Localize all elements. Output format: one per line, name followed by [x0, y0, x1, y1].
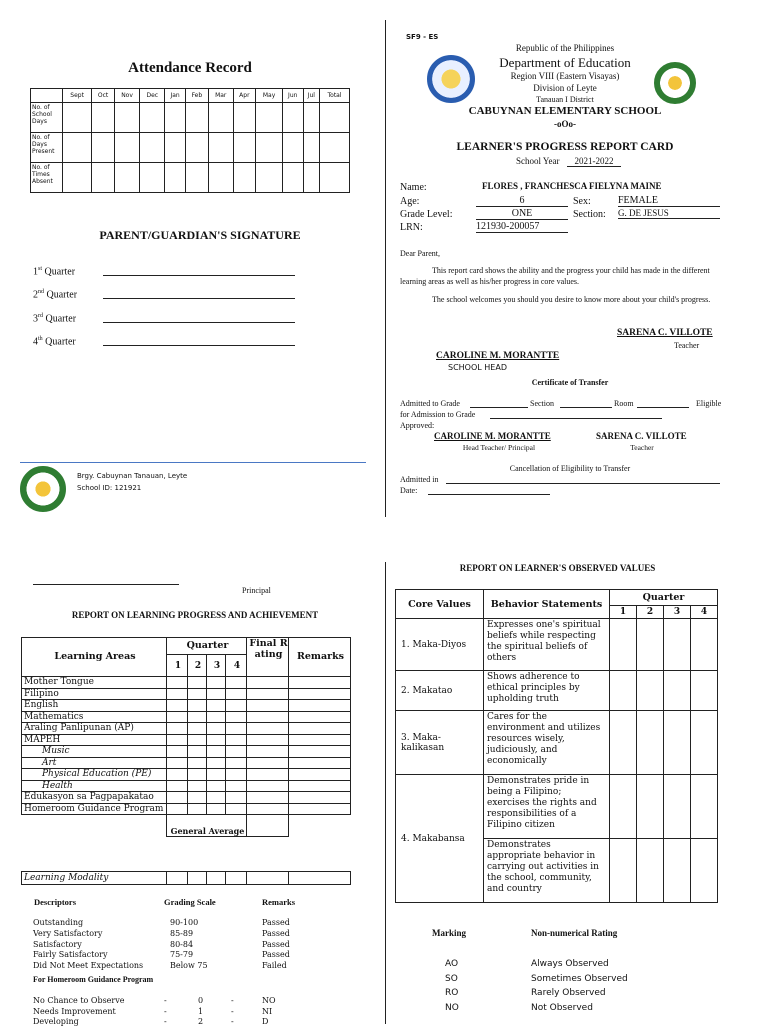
school-id: School ID: 121921 — [77, 484, 142, 492]
grade-cell — [289, 677, 351, 689]
grade-cell — [247, 780, 289, 792]
values-header-row — [396, 590, 718, 606]
school-head-name: CAROLINE M. MORANTTE — [436, 351, 560, 361]
grade-cell — [289, 746, 351, 758]
school-year-label: School Year — [516, 156, 560, 166]
marking-code: NO — [445, 1002, 459, 1013]
homeroom-row — [33, 996, 333, 1007]
grade-cell — [226, 769, 247, 781]
quarter-4-label: 4th Quarter — [33, 336, 76, 348]
homeroom-code: NO — [262, 996, 276, 1005]
sex-value: FEMALE — [618, 195, 720, 207]
age-value: 6 — [476, 195, 568, 207]
learning-area-row — [22, 711, 351, 723]
dear-parent: Dear Parent, — [400, 249, 440, 258]
grade-cell — [188, 734, 207, 746]
grade-cell — [188, 700, 207, 712]
learning-progress-title: REPORT ON LEARNING PROGRESS AND ACHIEVEMENT — [71, 610, 319, 620]
grade-cell — [207, 757, 226, 769]
behavior-header: Behavior Statements — [484, 590, 610, 619]
school-name: CABUYNAN ELEMENTARY SCHOOL — [468, 105, 662, 117]
values-quarter-num: 4 — [691, 606, 718, 619]
month-cell: Total — [320, 89, 350, 103]
homeroom-code: NI — [262, 1006, 273, 1016]
grade-cell — [226, 700, 247, 712]
division-line: Division of Leyte — [533, 83, 597, 93]
signature-title: PARENT/GUARDIAN'S SIGNATURE — [99, 228, 301, 242]
grade-cell — [207, 734, 226, 746]
grade-cell — [167, 780, 188, 792]
grading-descriptor: Did Not Meet Expectations — [33, 961, 144, 971]
section-label: Section: — [573, 209, 606, 220]
grade-cell — [167, 677, 188, 689]
grade-cell — [167, 792, 188, 804]
month-cell: Jun — [282, 89, 303, 103]
section-value: G. DE JESUS — [618, 208, 720, 219]
remarks-header: Remarks — [289, 638, 351, 677]
grade-cell — [167, 700, 188, 712]
behavior-statement: Demonstrates appropriate behavior in carrying out activities in the school, community, and country — [484, 839, 610, 903]
homeroom-number: 0 — [198, 996, 204, 1005]
grading-scale: 80-84 — [170, 939, 194, 949]
learning-areas-table — [21, 637, 351, 837]
quarter-2-label: 2nd Quarter — [33, 289, 78, 301]
learning-area-name: Edukasyon sa Pagpapakatao — [22, 792, 167, 804]
grading-row — [33, 918, 333, 929]
marking-row — [445, 987, 685, 1000]
core-values-header: Core Values — [396, 590, 484, 619]
marking-rating: Rarely Observed — [531, 988, 606, 998]
grade-cell — [207, 711, 226, 723]
grade-cell — [247, 711, 289, 723]
learning-areas-header: Learning Areas — [22, 638, 167, 677]
behavior-statement: Cares for the environment and utilizes resources wisely, judiciously, and economically — [484, 711, 610, 775]
republic-line: Republic of the Philippines — [515, 43, 615, 53]
homeroom-title: For Homeroom Guidance Program — [33, 975, 154, 984]
grade-cell — [207, 723, 226, 735]
grade-cell — [207, 677, 226, 689]
quarter-num: 2 — [188, 655, 207, 677]
attendance-row — [31, 163, 350, 193]
attendance-row — [31, 133, 350, 163]
homeroom-descriptor: Needs Improvement — [33, 1006, 116, 1016]
divider-mark: -oOo- — [554, 119, 576, 129]
marking-rating: Sometimes Observed — [531, 973, 628, 984]
learning-area-rows — [22, 677, 351, 815]
teacher-name: SARENA C. VILLOTE — [617, 328, 713, 338]
grade-cell — [226, 746, 247, 758]
learning-header-row — [22, 638, 351, 655]
grade-cell — [188, 711, 207, 723]
grade-cell — [167, 711, 188, 723]
school-seal-icon — [654, 62, 696, 104]
approver-2-name: SARENA C. VILLOTE — [596, 431, 687, 441]
grading-remarks-header: Remarks — [262, 897, 296, 907]
learning-area-name: Mathematics — [22, 711, 167, 723]
quarter-4-signature-line — [103, 345, 295, 346]
grade-cell — [207, 688, 226, 700]
homeroom-dash: - — [231, 1006, 234, 1016]
grade-cell — [226, 688, 247, 700]
grade-cell — [247, 746, 289, 758]
learning-area-row — [22, 734, 351, 746]
grading-row — [33, 961, 333, 972]
attendance-header-row — [31, 89, 350, 103]
core-value-label: 3. Maka-kalikasan — [396, 711, 484, 775]
learning-area-row — [22, 757, 351, 769]
core-value-label: 4. Makabansa — [396, 775, 484, 903]
grade-cell — [207, 700, 226, 712]
age-label: Age: — [400, 196, 420, 207]
homeroom-descriptor: Developing — [33, 1017, 79, 1026]
marking-code: AO — [445, 959, 459, 969]
grading-remark: Passed — [262, 950, 290, 960]
rating-header: Non-numerical Rating — [531, 928, 618, 938]
grade-cell — [247, 677, 289, 689]
marking-row — [445, 958, 685, 971]
learning-modality-label: Learning Modality — [22, 872, 167, 885]
value-row — [396, 671, 718, 711]
learning-area-row — [22, 792, 351, 804]
card-title: LEARNER'S PROGRESS REPORT CARD — [456, 141, 674, 153]
grade-cell — [289, 803, 351, 815]
homeroom-dash: - — [164, 1017, 167, 1026]
name-value: FLORES , FRANCHESCA FIELYNA MAINE — [482, 181, 662, 191]
grading-scale: 85-89 — [170, 928, 194, 938]
approved-label: Approved: — [400, 421, 435, 430]
behavior-statement: Expresses one's spiritual beliefs while respecting the spiritual beliefs of others — [484, 619, 610, 671]
district-line: Tanauan I District — [536, 95, 594, 104]
grade-cell — [226, 757, 247, 769]
quarter-num: 4 — [226, 655, 247, 677]
homeroom-dash: - — [164, 996, 167, 1005]
approver-2-title: Teacher — [630, 443, 654, 452]
intro-paragraph-1: This report card shows the ability and the progress your child has made in the different learning areas as well as his/her progress in core values. — [400, 266, 710, 286]
attendance-row-label: No. of Days Present — [31, 133, 63, 163]
grade-cell — [167, 769, 188, 781]
month-cell: Sept — [63, 89, 92, 103]
grade-cell — [188, 688, 207, 700]
section-line — [560, 407, 612, 408]
grade-cell — [207, 769, 226, 781]
grade-cell — [188, 723, 207, 735]
attendance-table — [30, 88, 350, 193]
grade-cell — [247, 734, 289, 746]
quarter-1-label: 1st Quarter — [33, 266, 76, 278]
grading-descriptor: Fairly Satisfactory — [33, 950, 108, 960]
value-row — [396, 711, 718, 775]
grade-cell — [247, 792, 289, 804]
core-value-label: 1. Maka-Diyos — [396, 619, 484, 671]
grading-scale-header: Grading Scale — [164, 897, 216, 907]
center-divider-top — [385, 20, 386, 517]
grade-cell — [226, 723, 247, 735]
quarter-2-signature-line — [103, 298, 295, 299]
grading-descriptor: Satisfactory — [33, 939, 82, 949]
grade-cell — [226, 803, 247, 815]
grade-cell — [167, 734, 188, 746]
quarter-1-signature-line — [103, 275, 295, 276]
homeroom-number: 1 — [198, 1006, 204, 1016]
grade-cell — [289, 780, 351, 792]
learning-area-name: Health — [22, 780, 167, 792]
month-cell: Mar — [208, 89, 233, 103]
teacher-title: Teacher — [674, 341, 700, 350]
learning-area-row — [22, 803, 351, 815]
sex-label: Sex: — [573, 196, 591, 207]
quarter-3-signature-line — [103, 322, 295, 323]
value-row — [396, 775, 718, 839]
section-word: Section — [530, 399, 554, 408]
learning-area-name: Homeroom Guidance Program — [22, 803, 167, 815]
grade-cell — [247, 803, 289, 815]
grade-cell — [188, 803, 207, 815]
form-code: SF9 - ES — [406, 33, 439, 41]
school-logo-icon — [20, 466, 66, 512]
month-cell: Oct — [92, 89, 115, 103]
homeroom-dash: - — [164, 1006, 167, 1016]
attendance-row-label: No. of School Days — [31, 103, 63, 133]
final-rating-header: Final Rating — [247, 638, 289, 677]
approver-1-name: CAROLINE M. MORANTTE — [434, 431, 551, 441]
region-line: Region VIII (Eastern Visayas) — [510, 71, 620, 81]
school-year-value: 2021-2022 — [567, 156, 621, 167]
grade-cell — [207, 792, 226, 804]
date-line — [428, 494, 550, 495]
grading-remark: Passed — [262, 918, 290, 927]
marking-code: RO — [445, 988, 459, 998]
grade-cell — [289, 711, 351, 723]
date-label: Date: — [400, 486, 418, 495]
marking-header: Marking — [432, 928, 467, 938]
attendance-corner-cell — [31, 89, 63, 103]
principal-label: Principal — [242, 586, 271, 595]
grade-cell — [247, 688, 289, 700]
learning-area-row — [22, 688, 351, 700]
room-word: Room — [614, 399, 634, 408]
cancellation-title: Cancellation of Eligibility to Transfer — [509, 464, 631, 473]
certificate-title: Certificate of Transfer — [531, 378, 609, 387]
values-quarter-header: Quarter — [610, 590, 718, 606]
marking-rating: Not Observed — [531, 1002, 593, 1013]
marking-row — [445, 1002, 685, 1015]
approver-1-title: Head Teacher/ Principal — [462, 443, 536, 452]
month-cell: Dec — [140, 89, 165, 103]
grade-cell — [167, 746, 188, 758]
school-address: Brgy. Cabuynan Tanauan, Leyte — [77, 472, 188, 480]
learning-modality-table — [21, 871, 351, 885]
grade-cell — [289, 734, 351, 746]
grade-cell — [289, 700, 351, 712]
learning-area-name: English — [22, 700, 167, 712]
learning-area-row — [22, 780, 351, 792]
center-divider-bottom — [385, 562, 386, 1024]
grade-cell — [226, 792, 247, 804]
grading-scale: Below 75 — [170, 961, 208, 971]
room-line — [637, 407, 689, 408]
quarter-num: 1 — [167, 655, 188, 677]
grade-cell — [207, 780, 226, 792]
grade-cell — [167, 688, 188, 700]
learning-area-name: Art — [22, 757, 167, 769]
general-average-row — [22, 815, 351, 837]
learning-area-name: Filipino — [22, 688, 167, 700]
behavior-statement: Shows adherence to ethical principles by upholding truth — [484, 671, 610, 711]
name-label: Name: — [400, 182, 427, 193]
admitted-in-line — [446, 483, 720, 484]
school-head-title: SCHOOL HEAD — [448, 363, 507, 372]
month-cell: Feb — [185, 89, 208, 103]
deped-seal-icon — [427, 55, 475, 103]
homeroom-dash: - — [231, 1017, 234, 1026]
grade-cell — [289, 792, 351, 804]
attendance-title: Attendance Record — [128, 60, 252, 76]
marking-row — [445, 973, 685, 986]
homeroom-code: D — [262, 1017, 269, 1026]
lrn-label: LRN: — [400, 222, 423, 233]
homeroom-dash: - — [231, 996, 234, 1005]
grade-cell — [188, 792, 207, 804]
grading-descriptor: Outstanding — [33, 918, 84, 927]
grading-remark: Passed — [262, 939, 290, 949]
attendance-row — [31, 103, 350, 133]
admitted-grade-line — [470, 407, 528, 408]
learning-modality-row — [22, 872, 351, 885]
grade-cell — [188, 757, 207, 769]
grade-value: ONE — [476, 208, 568, 220]
value-row — [396, 619, 718, 671]
admitted-in-label: Admitted in — [400, 475, 439, 484]
grading-scale: 75-79 — [170, 950, 194, 960]
core-value-label: 2. Makatao — [396, 671, 484, 711]
learning-area-name: Araling Panlipunan (AP) — [22, 723, 167, 735]
grade-cell — [188, 769, 207, 781]
month-cell: Jan — [165, 89, 185, 103]
descriptors-header: Descriptors — [34, 897, 77, 907]
grade-cell — [247, 723, 289, 735]
homeroom-row — [33, 1017, 333, 1028]
intro-paragraph-2: The school welcomes you should you desire to know more about your child's progress. — [432, 295, 711, 304]
grading-row — [33, 950, 333, 961]
grade-cell — [247, 700, 289, 712]
month-cell: Nov — [114, 89, 139, 103]
grading-remark: Failed — [262, 961, 287, 971]
grade-cell — [188, 677, 207, 689]
admitted-to-grade-label: Admitted to Grade — [400, 399, 460, 408]
homeroom-row — [33, 1007, 333, 1018]
eligible-word: Eligible — [696, 399, 722, 408]
quarter-num: 3 — [207, 655, 226, 677]
month-cell: May — [256, 89, 283, 103]
grade-cell — [167, 723, 188, 735]
grade-cell — [226, 780, 247, 792]
grade-cell — [167, 803, 188, 815]
grading-row — [33, 940, 333, 951]
grade-cell — [226, 711, 247, 723]
grading-scale: 90-100 — [170, 918, 199, 927]
behavior-statement: Demonstrates pride in being a Filipino; exercises the rights and responsibilities of a Filipino citizen — [484, 775, 610, 839]
marking-rating: Always Observed — [531, 959, 609, 969]
attendance-row-label: No. of Times Absent — [31, 163, 63, 193]
grade-cell — [167, 757, 188, 769]
grade-label: Grade Level: — [400, 209, 453, 220]
grade-cell — [207, 746, 226, 758]
learning-area-name: Mother Tongue — [22, 677, 167, 689]
learning-area-row — [22, 700, 351, 712]
learning-area-row — [22, 746, 351, 758]
grade-cell — [247, 757, 289, 769]
values-quarter-num: 2 — [637, 606, 664, 619]
marking-code: SO — [445, 973, 458, 984]
principal-signature-line — [33, 584, 179, 585]
grade-cell — [226, 677, 247, 689]
observed-values-table — [395, 589, 718, 903]
grade-cell — [226, 734, 247, 746]
grade-cell — [289, 757, 351, 769]
learning-area-name: Music — [22, 746, 167, 758]
admission-grade-label: for Admission to Grade — [400, 410, 476, 419]
learning-area-row — [22, 677, 351, 689]
month-cell: Apr — [233, 89, 256, 103]
grade-cell — [289, 688, 351, 700]
grading-descriptor: Very Satisfactory — [33, 928, 103, 938]
learning-area-row — [22, 723, 351, 735]
quarter-3-label: 3rd Quarter — [33, 313, 77, 325]
footer-rule — [20, 462, 366, 463]
admission-grade-line — [490, 418, 662, 419]
learning-area-row — [22, 769, 351, 781]
learning-area-name: MAPEH — [22, 734, 167, 746]
quarter-header: Quarter — [167, 638, 247, 655]
lrn-value: 121930-200057 — [476, 221, 568, 233]
learning-area-name: Physical Education (PE) — [22, 769, 167, 781]
grade-cell — [188, 780, 207, 792]
grade-cell — [247, 769, 289, 781]
general-average-label: General Average — [167, 815, 247, 837]
values-quarter-num: 3 — [664, 606, 691, 619]
grading-row — [33, 929, 333, 940]
grade-cell — [289, 723, 351, 735]
values-quarter-num: 1 — [610, 606, 637, 619]
grade-cell — [188, 746, 207, 758]
grading-remark: Passed — [262, 928, 290, 938]
homeroom-number: 2 — [198, 1017, 204, 1026]
department-line: Department of Education — [499, 55, 631, 70]
homeroom-descriptor: No Chance to Observe — [33, 996, 125, 1005]
grade-cell — [289, 769, 351, 781]
month-cell: Jul — [303, 89, 319, 103]
grade-cell — [207, 803, 226, 815]
observed-values-title: REPORT ON LEARNER'S OBSERVED VALUES — [459, 563, 656, 573]
